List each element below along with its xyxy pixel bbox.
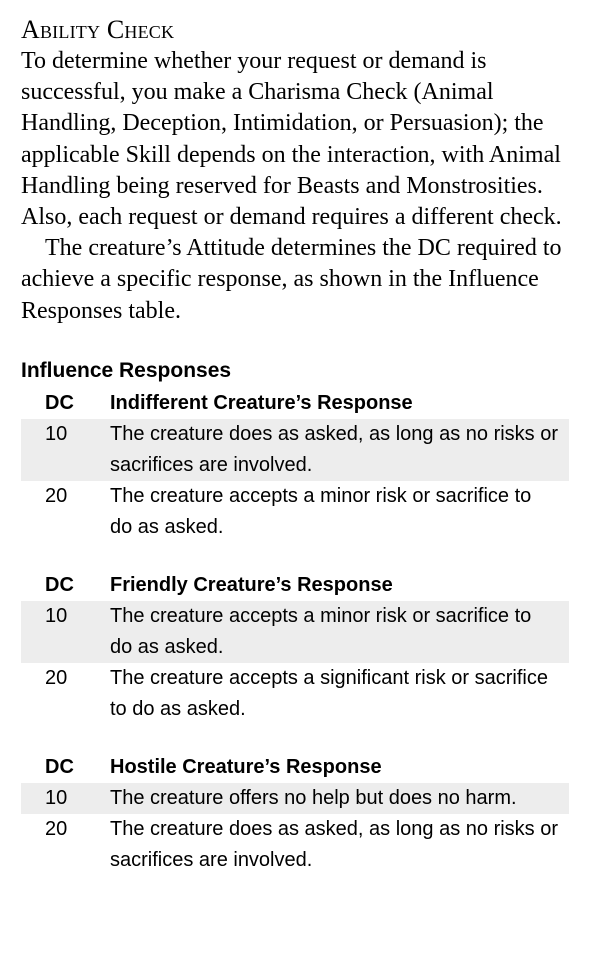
table-title: Influence Responses (21, 358, 232, 382)
table-row (21, 601, 569, 663)
table-row (21, 419, 569, 481)
table-header-row (21, 388, 569, 419)
document-page (21, 0, 581, 876)
table-header-row (21, 570, 569, 601)
friendly-response-table (21, 570, 569, 725)
table-row (21, 481, 569, 543)
paragraph: The creature’s Attitude determines the DC required to achieve a specific response, as shown in the Influence Responses table. (21, 235, 562, 324)
response-text: The creature accepts a minor risk or sacrifice to do as asked. (110, 484, 532, 538)
response-text: The creature offers no help but does no harm. (110, 786, 517, 809)
response-text: The creature does as asked, as long as no risks or sacrifices are involved. (110, 817, 559, 871)
dc-value: 20 (45, 817, 68, 840)
response-text: The creature accepts a significant risk or sacrifice to do as asked. (110, 666, 548, 720)
response-column-header: Friendly Creature’s Response (110, 573, 393, 596)
table-row (21, 783, 569, 814)
response-column-header: Indifferent Creature’s Response (110, 391, 413, 414)
response-column-header: Hostile Creature’s Response (110, 755, 382, 778)
hostile-response-table (21, 752, 569, 876)
dc-value: 20 (45, 484, 68, 507)
section-heading: Ability Check (21, 15, 175, 44)
dc-column-header: DC (45, 755, 74, 778)
paragraph: To determine whether your request or demand is successful, you make a Charisma Check (Animal Handling, Deception, Intimidation, or Persuasion); the applicable Skill depends on the interaction, with Animal Handling being reserved for Beasts and Monstrosities. Also, each request or demand requires a different check. (21, 48, 562, 231)
dc-value: 10 (45, 422, 68, 445)
dc-column-header: DC (45, 573, 74, 596)
indifferent-response-table (21, 388, 569, 543)
dc-column-header: DC (45, 391, 74, 414)
table-row (21, 814, 569, 876)
dc-value: 20 (45, 666, 68, 689)
dc-value: 10 (45, 786, 68, 809)
response-text: The creature accepts a minor risk or sacrifice to do as asked. (110, 604, 532, 658)
dc-value: 10 (45, 604, 68, 627)
response-text: The creature does as asked, as long as no risks or sacrifices are involved. (110, 422, 559, 476)
table-header-row (21, 752, 569, 783)
table-row (21, 663, 569, 725)
